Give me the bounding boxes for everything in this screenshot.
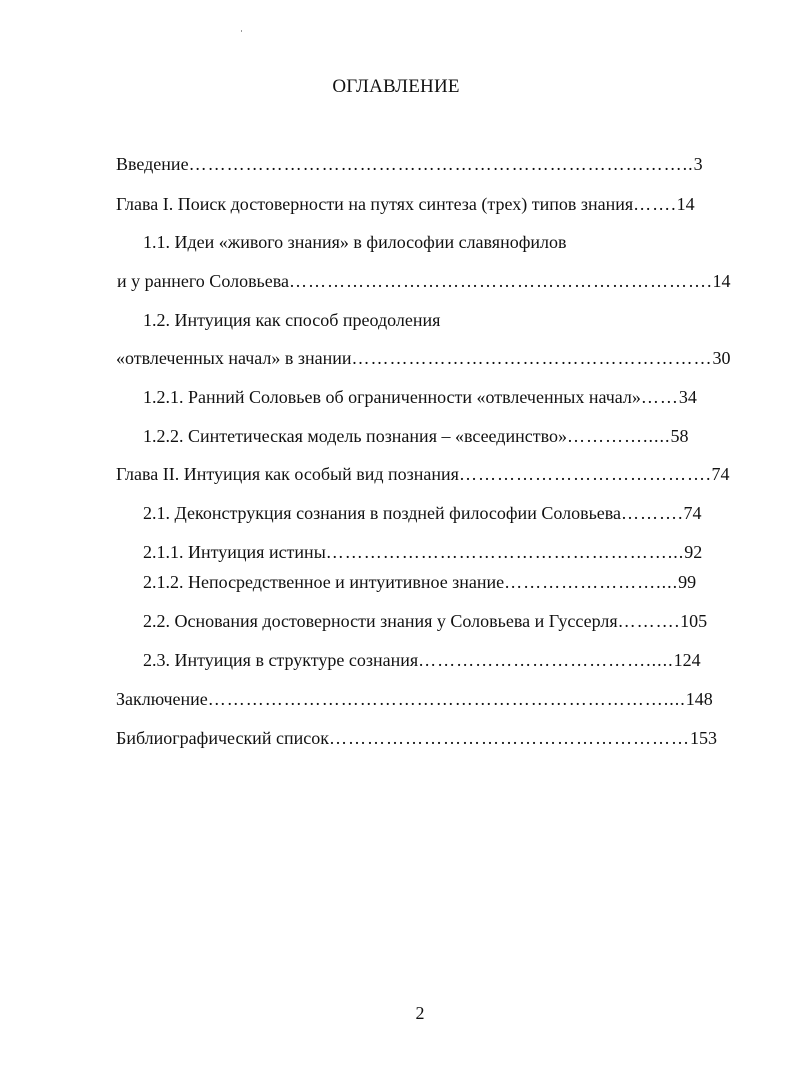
- toc-entry-text: Введение: [116, 154, 189, 174]
- toc-entry-1-2-1: [143, 386, 717, 408]
- toc-leader: ………………………………………………………………....: [207, 689, 686, 709]
- toc-entry-text: 1.2.2. Синтетическая модель познания – «всеединство»: [143, 426, 567, 446]
- toc-leader: ……: [640, 387, 679, 407]
- toc-entry-text: Глава II. Интуиция как особый вид познания: [116, 464, 459, 484]
- toc-page-number: 3: [693, 154, 703, 174]
- toc-entry-text: Глава I. Поиск достоверности на путях синтеза (трех) типов знания: [116, 194, 634, 214]
- toc-entry-2-1-2: [143, 571, 723, 593]
- toc-entry-bibliography: [116, 727, 724, 749]
- toc-entry-1-2-line-2: [116, 347, 731, 369]
- toc-page-number: 105: [680, 611, 708, 631]
- toc-page-number: 74: [711, 464, 730, 484]
- toc-entry-text: 1.1. Идеи «живого знания» в философии славянофилов: [143, 232, 567, 252]
- toc-entry-text: 2.1.2. Непосредственное и интуитивное знание: [143, 572, 505, 592]
- toc-leader: …………………………………………………: [351, 348, 713, 368]
- toc-leader: ……….: [617, 611, 681, 631]
- toc-entry-text: 2.1. Деконструкция сознания в поздней философии Соловьева: [143, 503, 622, 523]
- toc-entry-text: 1.2. Интуиция как способ преодоления: [143, 310, 441, 330]
- toc-page-number: 99: [678, 572, 697, 592]
- toc-leader: …………………………………………………: [328, 728, 690, 748]
- toc-leader: ……………………………….....: [418, 650, 674, 670]
- toc-entry-1-2-line-1: [143, 309, 543, 331]
- toc-leader: ………….....: [566, 426, 671, 446]
- toc-page-number: 14: [676, 194, 695, 214]
- toc-entry-introduction: [116, 153, 712, 175]
- toc-entry-text: 1.2.1. Ранний Соловьев об ограниченности «отвлеченных начал»: [143, 387, 641, 407]
- toc-entry-chapter-1: [116, 193, 716, 215]
- toc-entry-text: Библиографический список: [116, 728, 329, 748]
- toc-entry-2-2: [143, 610, 725, 632]
- toc-entry-1-2-2: [143, 425, 717, 447]
- toc-leader: …….: [633, 194, 677, 214]
- toc-entry-conclusion: [116, 688, 726, 710]
- toc-entry-text: Заключение: [116, 689, 208, 709]
- toc-entry-chapter-2: [116, 463, 730, 485]
- toc-page-number: 30: [712, 348, 731, 368]
- toc-entry-2-1: [143, 502, 717, 524]
- toc-leader: ………………………………………………………….: [289, 271, 713, 291]
- toc-entry-1-1-line-1: [143, 231, 613, 253]
- toc-entry-text: и у раннего Соловьева: [117, 271, 290, 291]
- toc-page-number: 124: [673, 650, 701, 670]
- toc-leader: ………………………………………………...: [325, 542, 685, 562]
- toc-entry-1-1-line-2: [117, 270, 731, 292]
- toc-page-number: 58: [670, 426, 689, 446]
- toc-page-number: 92: [684, 542, 703, 562]
- toc-page-number: 153: [689, 728, 717, 748]
- toc-leader: ………………………………….: [458, 464, 712, 484]
- toc-leader: ……………………....: [504, 572, 679, 592]
- page-number: 2: [415, 1003, 425, 1023]
- toc-page-number: 34: [678, 387, 697, 407]
- toc-page-number: 148: [685, 689, 713, 709]
- toc-page-number: 74: [683, 503, 702, 523]
- toc-entry-text: 2.1.1. Интуиция истины: [143, 542, 326, 562]
- toc-entry-2-3: [143, 649, 725, 671]
- toc-leader: ……….: [621, 503, 684, 523]
- scan-speck: [241, 30, 242, 32]
- toc-page-number: 14: [712, 271, 731, 291]
- page-title: ОГЛАВЛЕНИЕ: [332, 76, 460, 97]
- toc-entry-text: 2.3. Интуиция в структуре сознания: [143, 650, 419, 670]
- toc-leader: ……………………………………………………………………..: [188, 154, 694, 174]
- toc-entry-2-1-1: [143, 541, 719, 563]
- toc-entry-text: 2.2. Основания достоверности знания у Соловьева и Гуссерля: [143, 611, 618, 631]
- toc-entry-text: «отвлеченных начал» в знании: [116, 348, 352, 368]
